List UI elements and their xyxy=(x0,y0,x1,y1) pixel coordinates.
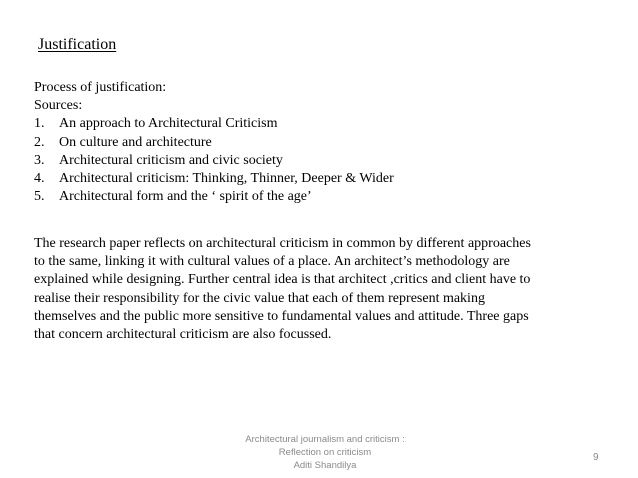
source-number: 4. xyxy=(34,171,45,187)
paragraph-line: to the same, linking it with cultural values of a place. An architect’s methodology are xyxy=(34,254,510,270)
process-line: Process of justification: xyxy=(34,80,167,95)
paragraph-line: The research paper reflects on architectural criticism in common by different approaches xyxy=(34,236,531,251)
source-text: Architectural criticism: Thinking, Thinner, Deeper & Wider xyxy=(59,171,394,187)
source-text: Architectural criticism and civic society xyxy=(59,152,283,168)
paragraph-line: explained while designing. Further central idea is that architect ,critics and client have to xyxy=(34,272,531,288)
source-number: 5. xyxy=(34,189,45,205)
source-item xyxy=(34,170,394,188)
source-text: Architectural form and the ‘ spirit of the age’ xyxy=(59,189,312,205)
justification-intro xyxy=(34,79,394,206)
footer-subtitle: Reflection on criticism xyxy=(278,447,372,458)
paragraph-line: realise their responsibility for the civic value that each of them represent making xyxy=(34,290,485,306)
source-item xyxy=(34,115,394,133)
source-text: On culture and architecture xyxy=(59,134,212,150)
slide-footer xyxy=(200,433,450,472)
page-number: 9 xyxy=(593,452,599,463)
sources-label: Sources: xyxy=(34,98,83,114)
source-number: 1. xyxy=(34,116,45,132)
slide-title: Justification xyxy=(38,36,117,53)
source-number: 2. xyxy=(34,134,45,150)
source-item xyxy=(34,152,394,170)
summary-paragraph xyxy=(34,235,554,344)
footer-author: Aditi Shandilya xyxy=(293,460,357,471)
paragraph-line: themselves and the public more sensitive to fundamental values and attitude. Three gaps xyxy=(34,308,529,324)
paragraph-line: that concern architectural criticism are also focussed. xyxy=(34,327,332,343)
source-number: 3. xyxy=(34,152,45,168)
sources-list xyxy=(34,115,394,206)
source-item xyxy=(34,134,394,152)
source-item xyxy=(34,188,394,206)
footer-course-title: Architectural journalism and criticism : xyxy=(245,434,405,445)
source-text: An approach to Architectural Criticism xyxy=(59,116,278,132)
